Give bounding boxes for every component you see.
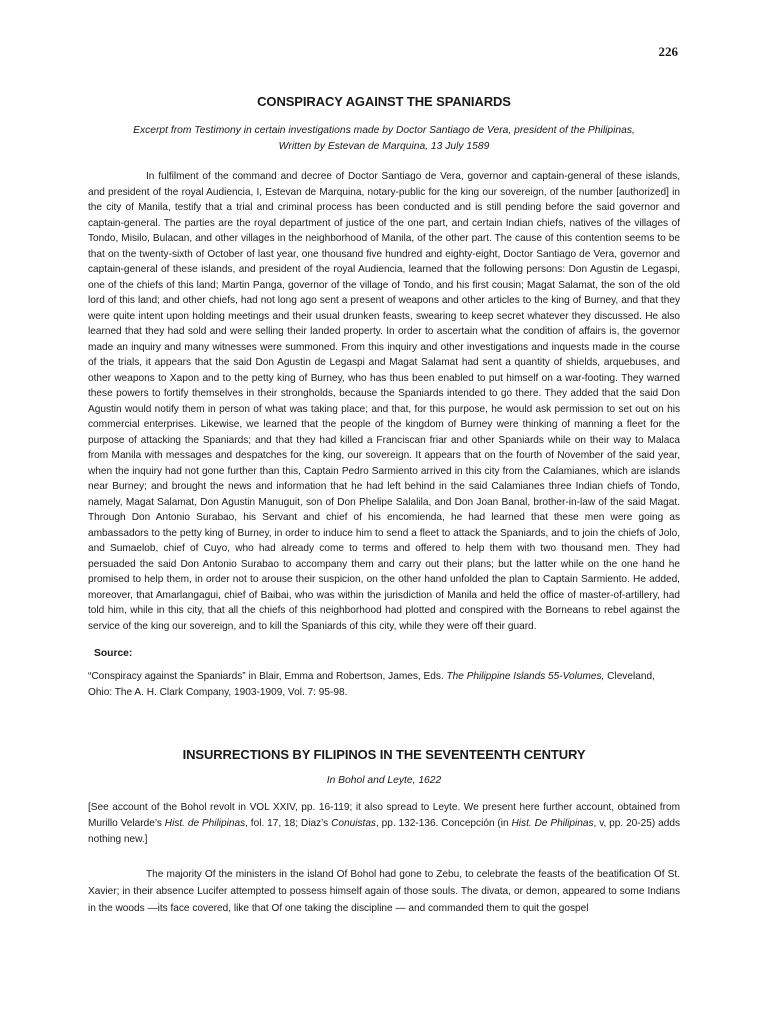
- subtitle-line-1: Excerpt from Testimony in certain investigations made by Doctor Santiago de Vera, president of the Philipinas,: [133, 125, 635, 136]
- note-title-f: Hist. De Philipinas: [511, 818, 594, 829]
- citation-book-title: The Philippine Islands 55-Volumes,: [446, 671, 605, 682]
- citation-publisher: Cleveland, Ohio: The A. H. Clark Company, 1903-1909, Vol. 7: 95-98.: [88, 671, 655, 698]
- section-title-conspiracy: CONSPIRACY AGAINST THE SPANIARDS: [257, 94, 511, 109]
- source-citation: [88, 669, 680, 701]
- insurrections-body-paragraph: The majority Of the ministers in the island Of Bohol had gone to Zebu, to celebrate the feasts of the beatification Of St. Xavier; in their absence Lucifer attempted to possess himself again of those souls. The divata, or demon, appeared to some Indians in the woods —its face covered, like that Of one taking the discipline — and commanded them to quit the gospel: [88, 869, 680, 914]
- note-text-e: , pp. 132-136. Concepción (in: [375, 818, 512, 829]
- note-text-g: , v, pp. 20-25) adds nothing new.]: [88, 818, 680, 845]
- editorial-note: [88, 800, 680, 848]
- note-title-d: Conuistas: [331, 818, 376, 829]
- section-subtitle: [88, 123, 680, 155]
- note-title-b: Hist. de Philipinas: [164, 818, 246, 829]
- conspiracy-body-paragraph: In fulfilment of the command and decree of Doctor Santiago de Vera, governor and captain-general of these islands, and president of the royal Audiencia, I, Estevan de Marquina, notary-public for the king our sovereign, of the number [authorized] in the city of Manila, testify that a trial and criminal process has been conducted and is still pending before the said governor and captain-general. The parties are the royal department of justice of the one part, and certain Indian chiefs, natives of the villages of Tondo, Misilo, Bulacan, and other villages in the neighborhood of Manila, of the other part. The cause of this contention seems to be that on the twenty-sixth of October of last year, one thousand five hundred and eighty-eight, Doctor Santiago de Vera, governor and captain-general of these islands, and president of the royal Audiencia, learned that the following persons: Don Agustin de Legaspi, one of the chiefs of this land; Martin Panga, governor of the village of Tondo, and his first cousin; Magat Salamat, the son of the old lord of this land; and other chiefs, had not long ago sent a present of weapons and other articles to the king of Burney, and that they were quite intent upon holding meetings and their usual drunken feasts, swearing to keep secret whatever they discussed. He also learned that they had sold and were selling their landed property. In order to ascertain what the condition of affairs is, the governor made an inquiry and many witnesses were summoned. From this inquiry and other investigations and inquests made in the course of the trials, it appears that the said Don Agustin de Legaspi and Magat Salamat had sent a quantity of shields, arquebuses, and other weapons to Xapon and to the petty king of Burney, who has thus been enabled to put himself on a war-footing. They warned these powers to fortify themselves in their strongholds, because the Spaniards intended to go there. They added that the said Don Agustin would notify them in person of what was taking place; and that, for this purpose, he would ask permission to set out on his commercial enterprises. Likewise, we learned that the people of the kingdom of Burney were thinking of manning a fleet for the purpose of attacking the Spaniards; and that they had killed a Franciscan friar and other Spaniards while on their way to Malaca from Manila with messages and despatches for the king, our sovereign. It appears that on the fourth of November of the said year, when the inquiry had not gone further than this, Captain Pedro Sarmiento arrived in this city from the Calamianes, which are islands near Burney; and brought the news and information that he had left behind in the said Calamianes three Indian chiefs of Tondo, namely, Magat Salamat, Don Agustin Manuguit, son of Don Phelipe Salalila, and Don Joan Banal, brother-in-law of the said Magat. Through Don Antonio Surabao, his Servant and chief of his encomienda, he had learned that these men were going as ambassadors to the petty king of Burney, in order to induce him to send a fleet to attack the Spaniards, and to join the chiefs of Jolo, and Sumaelob, chief of Cuyo, who had already come to terms and offered to help them with two thousand men. They had persuaded the said Don Antonio Surabao to accompany them and carry out their plans; but the latter while on the one hand he promised to help them, in order not to arouse their suspicion, on the other hand unfolded the plan to Captain Sarmiento. He added, moreover, that Amarlangagui, chief of Baibai, who was within the jurisdiction of Manila and held the office of master-of-artillery, had told him, while in this city, that all the chiefs of this neighborhood had plotted and conspired with the Borneans to rebel against the service of the king our sovereign, and to kill the Spaniards of this city, while they were off their guard.: [88, 171, 680, 632]
- source-label: Source:: [94, 648, 133, 659]
- subtitle-line-2: Written by Estevan de Marquina, 13 July 1589: [278, 141, 490, 152]
- page-number: 226: [658, 44, 678, 59]
- note-text-c: , fol. 17, 18; Diaz’s: [245, 818, 332, 829]
- section-place-date: In Bohol and Leyte, 1622: [326, 775, 442, 786]
- note-text-a: [See account of the Bohol revolt in VOL XXIV, pp. 16-119; it also spread to Leyte. We present here further account, obtained from Murillo Velarde’s: [88, 802, 680, 829]
- section-title-insurrections: INSURRECTIONS BY FILIPINOS IN THE SEVENTEENTH CENTURY: [182, 747, 586, 762]
- citation-text: “Conspiracy against the Spaniards” in Blair, Emma and Robertson, James, Eds.: [88, 671, 447, 682]
